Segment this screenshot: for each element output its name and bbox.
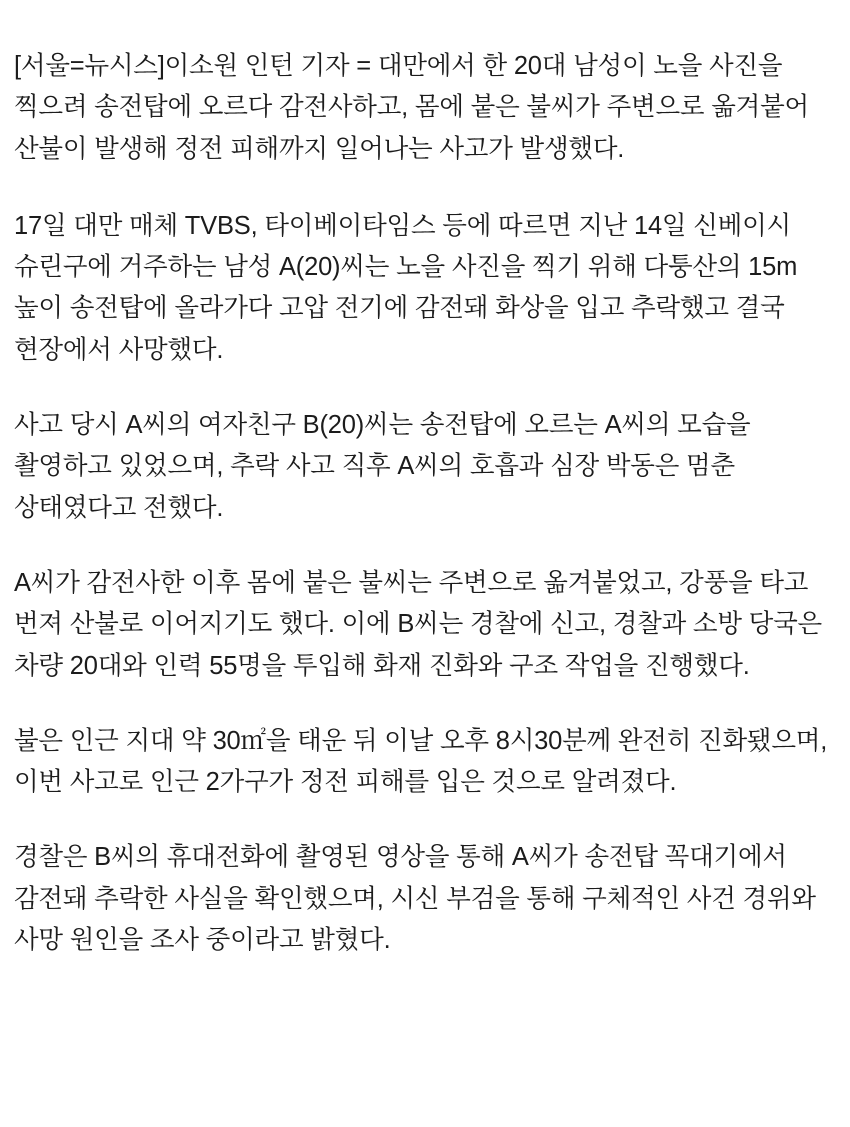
article-paragraph: A씨가 감전사한 이후 몸에 붙은 불씨는 주변으로 옮겨붙었고, 강풍을 타고 번져 산불로 이어지기도 했다. 이에 B씨는 경찰에 신고, 경찰과 소방 당국은 차량 20대와 인력 55명을 투입해 화재 진화와 구조 작업을 진행했다. (14, 568, 822, 680)
article-paragraph-lead: [서울=뉴시스]이소원 인턴 기자 = 대만에서 한 20대 남성이 노을 사진을 찍으려 송전탑에 오르다 감전사하고, 몸에 붙은 불씨가 주변으로 옮겨붙어 산불이 발생해 정전 피해까지 일어나는 사고가 발생했다. (14, 52, 809, 163)
article-paragraph: 경찰은 B씨의 휴대전화에 촬영된 영상을 통해 A씨가 송전탑 꼭대기에서 감전돼 추락한 사실을 확인했으며, 시신 부검을 통해 구체적인 사건 경위와 사망 원인을 조사 중이라고 밝혔다. (14, 843, 816, 955)
article-paragraph: 불은 인근 지대 약 30㎡을 태운 뒤 이날 오후 8시30분께 완전히 진화됐으며, 이번 사고로 인근 2가구가 정전 피해를 입은 것으로 알려졌다. (14, 726, 828, 797)
article-paragraph: 사고 당시 A씨의 여자친구 B(20)씨는 송전탑에 오르는 A씨의 모습을 촬영하고 있었으며, 추락 사고 직후 A씨의 호흡과 심장 박동은 멈춘 상태였다고 전했다. (14, 411, 751, 522)
article-paragraph: 17일 대만 매체 TVBS, 타이베이타임스 등에 따르면 지난 14일 신베이시 슈린구에 거주하는 남성 A(20)씨는 노을 사진을 찍기 위해 다퉁산의 15m 높이 송전탑에 올라가다 고압 전기에 감전돼 화상을 입고 추락했고 결국 현장에서 사망했다. (14, 211, 798, 364)
